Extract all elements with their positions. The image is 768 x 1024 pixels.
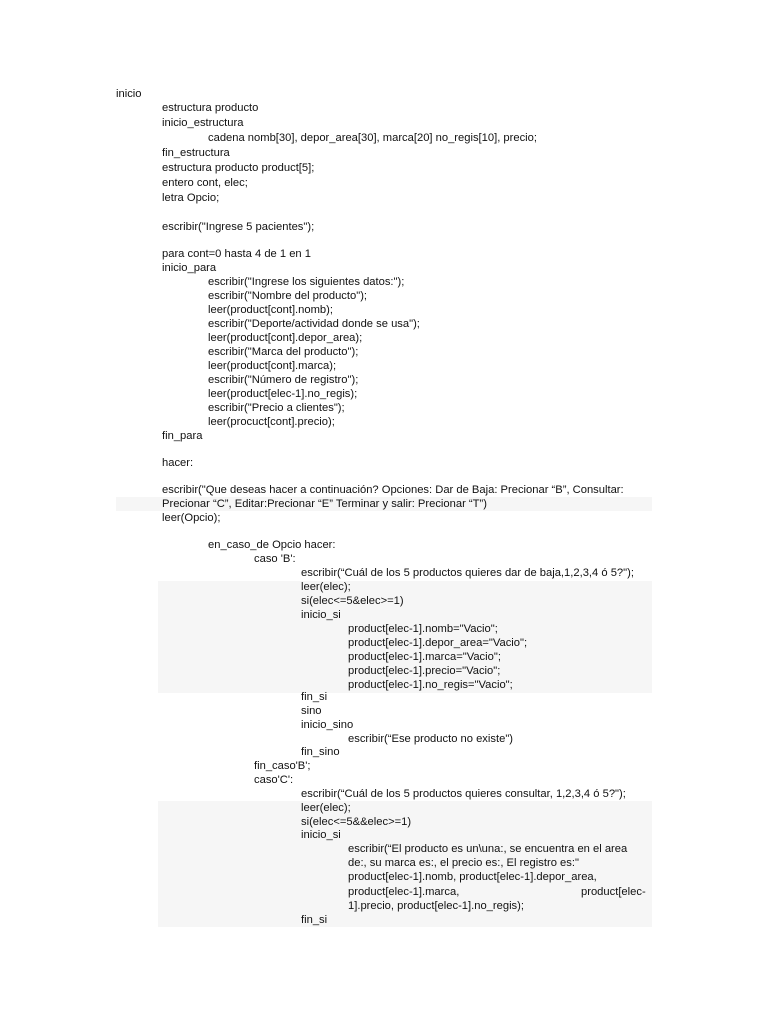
code-line: caso 'B': <box>254 553 296 565</box>
code-line: escribir("Ingrese 5 pacientes"); <box>162 221 315 233</box>
code-line: en_caso_de Opcio hacer: <box>208 539 336 551</box>
code-line: escribir("Deporte/actividad donde se usa"); <box>208 318 420 330</box>
code-line: leer(product[elec-1].no_regis); <box>208 388 358 400</box>
code-line: entero cont, elec; <box>162 177 248 189</box>
code-line: 1].precio, product[elec-1].no_regis); <box>348 900 524 912</box>
code-line: product[elec-1].depor_area="Vacio"; <box>348 637 528 649</box>
code-line: escribir("Nombre del producto"); <box>208 290 368 302</box>
code-line: escribir("Precio a clientes"); <box>208 402 345 414</box>
code-line: inicio_estructura <box>162 117 244 129</box>
code-line: escribir(“Cuál de los 5 productos quieres consultar, 1,2,3,4 ó 5?"); <box>301 788 626 800</box>
code-line: escribir("Marca del producto"); <box>208 346 359 358</box>
code-line: leer(product[cont].nomb); <box>208 304 333 316</box>
code-line: product[elec-1].marca="Vacio"; <box>348 651 501 663</box>
code-line: fin_estructura <box>162 147 230 159</box>
code-line: leer(elec); <box>301 581 351 593</box>
code-line: fin_para <box>162 430 203 442</box>
highlight-band <box>158 913 652 927</box>
code-line: hacer: <box>162 457 194 469</box>
code-line: inicio <box>116 88 142 100</box>
highlight-band <box>158 581 652 595</box>
code-line: estructura producto product[5]; <box>162 162 315 174</box>
code-line: escribir("Que deseas hacer a continuación? Opciones: Dar de Baja: Precionar “B”, Consultar: <box>162 484 624 496</box>
code-line: escribir("Número de registro"); <box>208 374 359 386</box>
code-line: fin_caso'B'; <box>254 760 311 772</box>
code-line: product[elec-1].nomb, product[elec-1].depor_area, <box>348 871 597 883</box>
code-line: fin_sino <box>301 746 340 758</box>
code-line: de:, su marca es:, el precio es:, El registro es:" <box>348 857 579 869</box>
code-line: leer(product[cont].depor_area); <box>208 332 363 344</box>
code-line: leer(procuct[cont].precio); <box>208 416 335 428</box>
code-line: estructura producto <box>162 102 259 114</box>
code-line: letra Opcio; <box>162 192 220 204</box>
code-line: Precionar “C”, Editar:Precionar “E” Terminar y salir: Precionar “T”) <box>162 498 487 510</box>
code-line: fin_si <box>301 914 328 926</box>
code-line: escribir("Ingrese los siguientes datos:"); <box>208 276 405 288</box>
highlight-band <box>158 829 652 843</box>
code-line: leer(product[cont].marca); <box>208 360 337 372</box>
code-line: inicio_para <box>162 262 217 274</box>
highlight-band <box>158 609 652 623</box>
code-line: fin_si <box>301 691 328 703</box>
code-line: product[elec-1].no_regis="Vacio"; <box>348 679 513 691</box>
code-line: inicio_si <box>301 609 341 621</box>
code-line: product[elec-1].marca, <box>348 886 460 898</box>
highlight-band <box>158 801 652 815</box>
code-line: escribir(“Ese producto no existe") <box>348 733 514 745</box>
code-line: cadena nomb[30], depor_area[30], marca[20] no_regis[10], precio; <box>208 132 537 144</box>
code-line: leer(Opcio); <box>162 512 221 524</box>
code-line: product[elec-1].nomb="Vacio"; <box>348 623 498 635</box>
code-line: caso'C': <box>254 774 294 786</box>
code-line: para cont=0 hasta 4 de 1 en 1 <box>162 248 311 260</box>
code-line: product[elec- <box>581 886 646 898</box>
code-line: escribir(“Cuál de los 5 productos quieres dar de baja,1,2,3,4 ó 5?"); <box>301 567 634 579</box>
code-line: sino <box>301 705 322 717</box>
code-line: inicio_si <box>301 829 341 841</box>
code-line: si(elec<=5&elec>=1) <box>301 595 404 607</box>
code-line: escribir(“El producto es un\una:, se encuentra en el area <box>348 843 628 855</box>
code-line: si(elec<=5&&elec>=1) <box>301 816 412 828</box>
code-line: leer(elec); <box>301 802 351 814</box>
highlight-band <box>158 595 652 609</box>
code-line: product[elec-1].precio="Vacio"; <box>348 665 501 677</box>
code-line: inicio_sino <box>301 719 354 731</box>
